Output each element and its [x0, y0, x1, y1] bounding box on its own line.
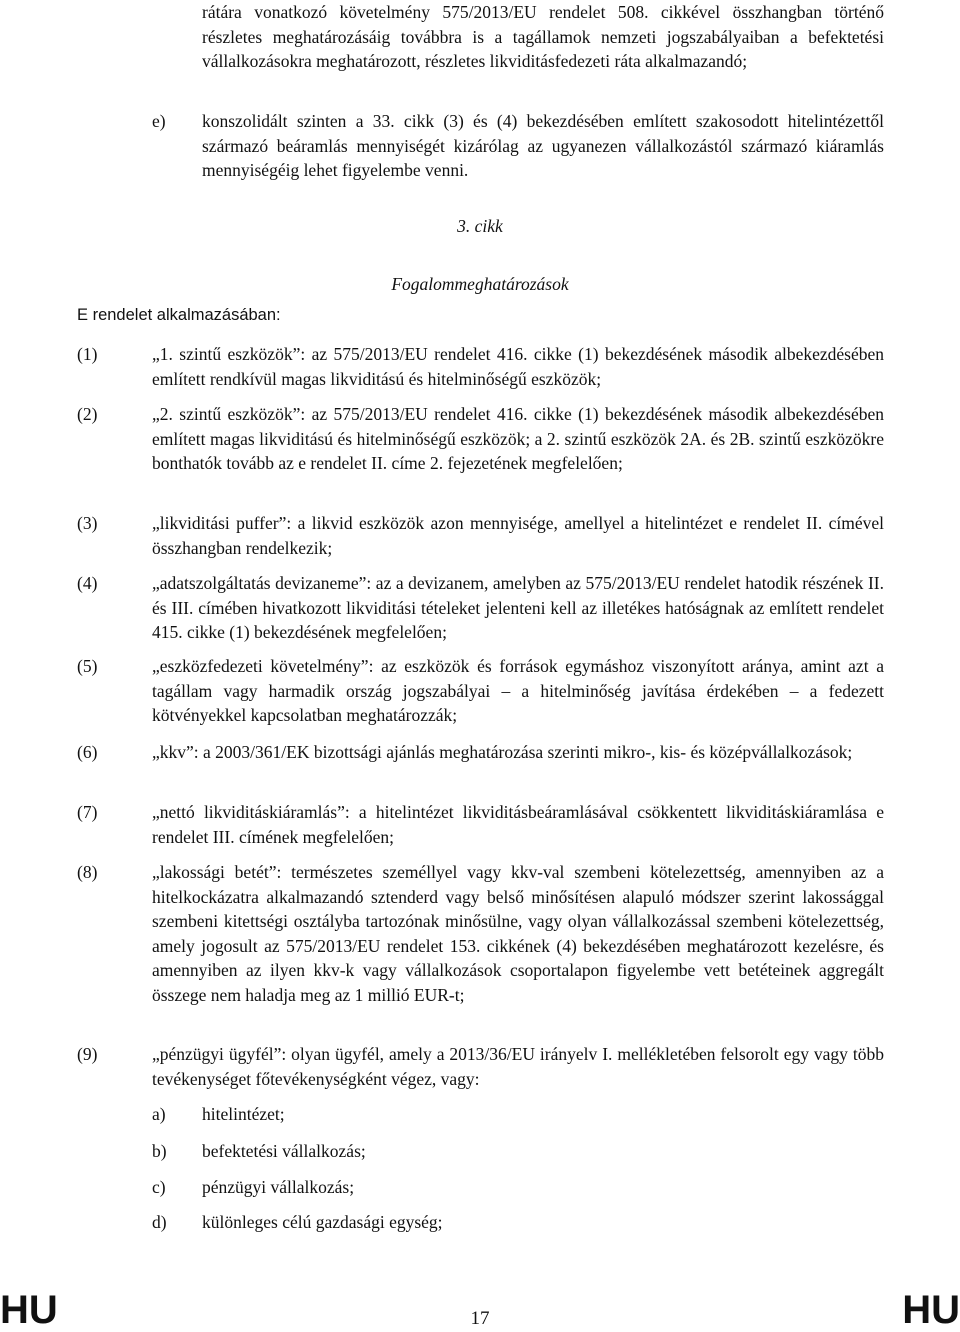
definition-5-number: (5) [77, 656, 98, 676]
item-e-label: e) [152, 111, 166, 131]
preamble: E rendelet alkalmazásában: [77, 306, 281, 324]
subitem-d [152, 1210, 443, 1235]
definition-2-text: „2. szintű eszközök”: az 575/2013/EU rendelet 416. cikke (1) bekezdésének második albekezdésében említett magas likviditású és hitelminőségű eszközök; a 2. szintű eszközök 2A. és 2B. szintű eszközökre bonthatók tovább az e rendelet II. címe 2. fejezetének megfelelően; [152, 404, 884, 473]
subitem-text: pénzügyi vállalkozás; [202, 1177, 355, 1197]
definition-7-text: „nettó likviditáskiáramlás”: a hitelintézet likviditásbeáramlásával csökkentett likviditáskiáramlása e rendelet III. címének megfelelően; [152, 802, 884, 847]
definition-2-number: (2) [77, 404, 98, 424]
subitem-label: b) [152, 1141, 167, 1161]
definition-4-number: (4) [77, 573, 98, 593]
subitem-text: befektetési vállalkozás; [202, 1141, 366, 1161]
subitem-label: d) [152, 1212, 167, 1232]
definition-7-number: (7) [77, 802, 98, 822]
subitem-text: hitelintézet; [202, 1104, 285, 1124]
intro-paragraph: rátára vonatkozó követelmény 575/2013/EU rendelet 508. cikkével összhangban történő részletes meghatározásáig továbbra is a tagállamok nemzeti jogszabályaiban a befektetési vállalkozásokra meghatározott, részletes likviditásfedezeti ráta alkalmazandó; [202, 2, 884, 71]
subitem-b [152, 1139, 366, 1164]
definition-6-number: (6) [77, 742, 98, 762]
subitem-label: c) [152, 1177, 166, 1197]
subitem-a [152, 1102, 285, 1127]
subitem-text: különleges célú gazdasági egység; [202, 1212, 443, 1232]
definition-9-number: (9) [77, 1044, 98, 1064]
definition-3-number: (3) [77, 513, 98, 533]
definition-4-text: „adatszolgáltatás devizaneme”: az a devizanem, amelyben az 575/2013/EU rendelet hatodik részének II. és III. címében hivatkozott likviditási tételeket jelenteni kell az illetékes hatóságnak az említett rendelet 415. cikke (1) bekezdésének megfelelően; [152, 573, 884, 642]
definition-8-number: (8) [77, 862, 98, 882]
definition-1-text: „1. szintű eszközök”: az 575/2013/EU rendelet 416. cikke (1) bekezdésének második albekezdésében említett rendkívül magas likviditású és hitelminőségű eszközök; [152, 344, 884, 389]
footer-language-right: HU [902, 1288, 960, 1332]
definition-9-text: „pénzügyi ügyfél”: olyan ügyfél, amely a 2013/36/EU irányelv I. mellékletében felsorolt egy vagy több tevékenységet főtevékenységként végez, vagy: [152, 1044, 884, 1089]
article-title: Fogalommeghatározások [391, 274, 569, 294]
item-e-text: konszolidált szinten a 33. cikk (3) és (4) bekezdésében említett szakosodott hitelintézettől származó beáramlás mennyiségét kizárólag az ugyanezen vállalkozástól származó kiáramlás mennyiségéig lehet figyelembe venni. [202, 111, 884, 180]
definition-3-text: „likviditási puffer”: a likvid eszközök azon mennyisége, amellyel a hitelintézet e rendelet II. címével összhangban rendelkezik; [152, 513, 884, 558]
page-number: 17 [470, 1308, 490, 1329]
footer-language-left: HU [0, 1288, 58, 1332]
subitem-c [152, 1175, 355, 1200]
definition-6-text: „kkv”: a 2003/361/EK bizottsági ajánlás meghatározása szerinti mikro-, kis- és középvállalkozások; [152, 742, 853, 762]
article-number: 3. cikk [457, 216, 503, 236]
definition-1-number: (1) [77, 344, 98, 364]
definition-8-text: „lakossági betét”: természetes személlyel vagy kkv-val szembeni kötelezettség, amennyiben az a hitelkockázatra alkalmazandó sztenderd vagy belső minősítésen alapuló módszer szerint lakossággal szembeni kitettségi osztályba tartozónak minősülne, vagy olyan vállalkozással szembeni kötelezettség, amely jogosult az 575/2013/EU rendelet 153. cikkének (4) bekezdésében meghatározott kezelésre, és amennyiben az ilyen kkv-k vagy vállalkozások csoportalapon figyelembe vett betéteinek aggregált összege nem haladja meg az 1 millió EUR-t; [152, 862, 884, 1005]
subitem-label: a) [152, 1104, 166, 1124]
definition-5-text: „eszközfedezeti követelmény”: az eszközök és források egymáshoz viszonyított aránya, amint azt a tagállam vagy harmadik ország jogszabályai – a hitelminőség javítása érdekében – a fedezett kötvényekkel kapcsolatban meghatározzák; [152, 656, 884, 725]
